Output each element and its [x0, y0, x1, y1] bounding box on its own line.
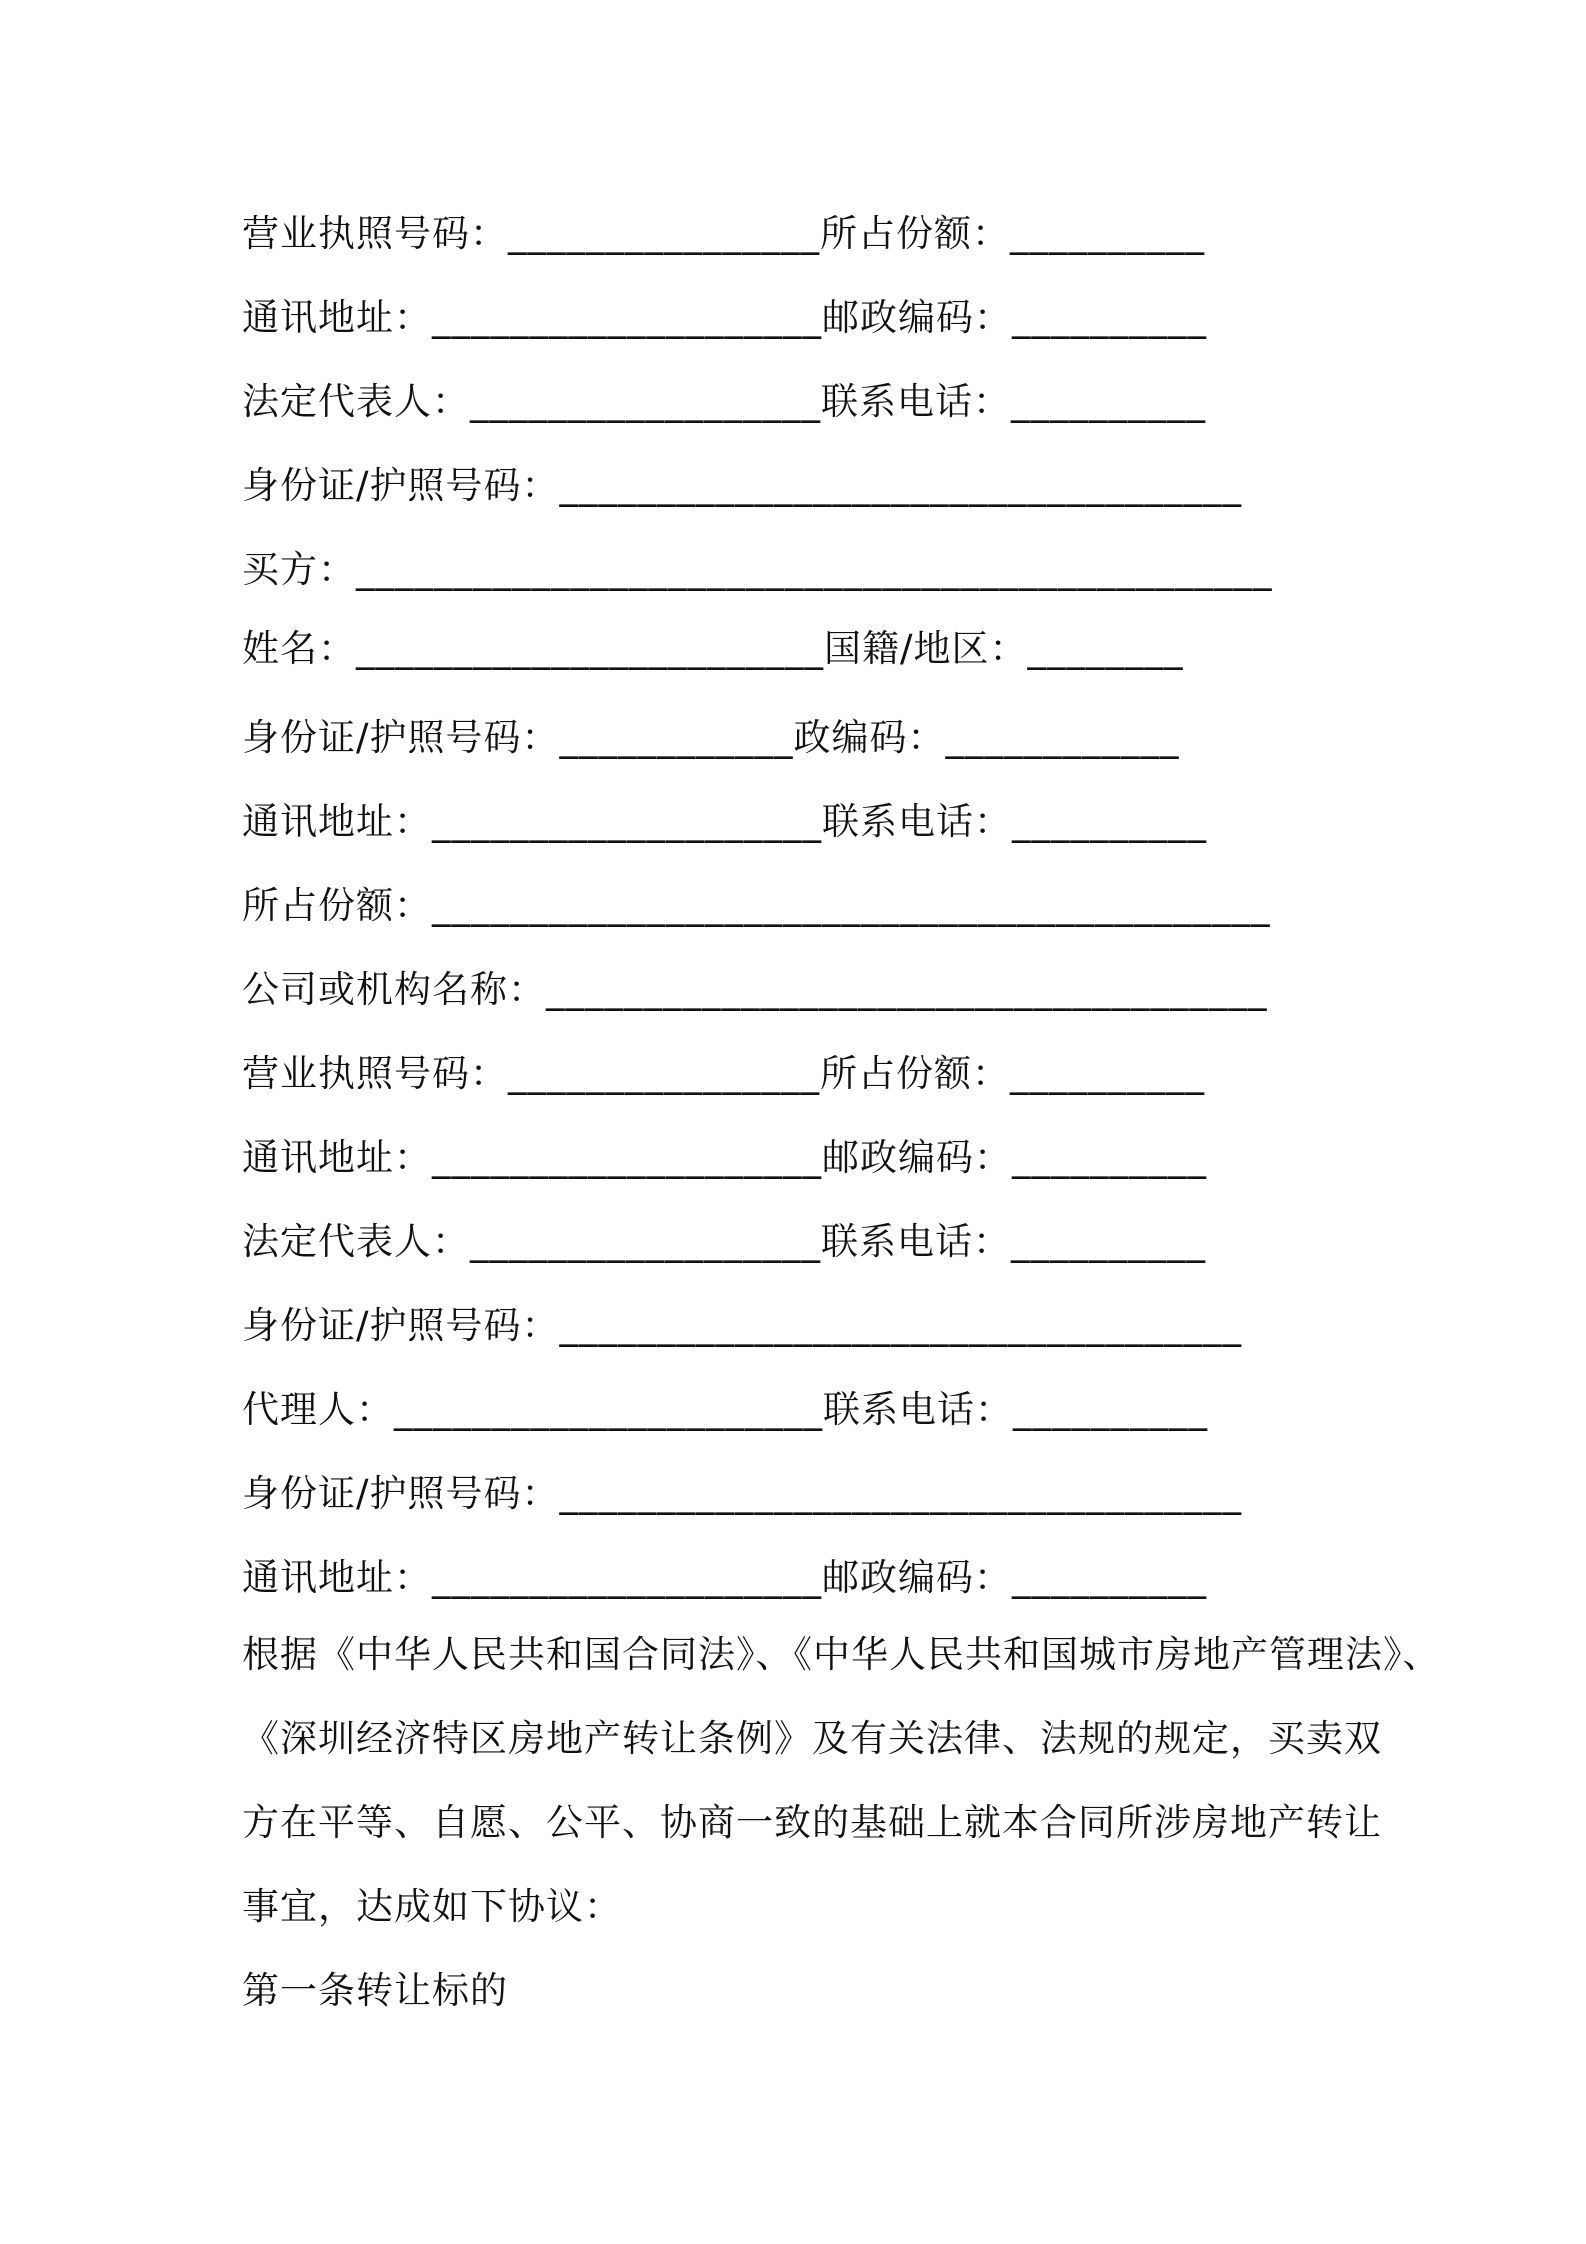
form-line-legal-representative-2: 法定代表人：__________________联系电话：__________: [242, 1220, 1206, 1263]
form-line-buyer: 买方：_______________________________________________: [242, 548, 1273, 591]
form-line-id-passport: 身份证/护照号码：___________________________________: [242, 464, 1242, 507]
form-line-address-2: 通讯地址：____________________邮政编码：__________: [242, 1136, 1207, 1179]
form-line-share: 所占份额：___________________________________________: [242, 884, 1271, 927]
paragraph-line-3: 方在平等、自愿、公平、协商一致的基础上就本合同所涉房地产转让: [242, 1801, 1382, 1844]
form-line-id-postcode: 身份证/护照号码：____________政编码：____________: [242, 716, 1180, 759]
paragraph-line-2: 《深圳经济特区房地产转让条例》及有关法律、法规的规定，买卖双: [242, 1717, 1382, 1760]
paragraph-line-1: 根据《中华人民共和国合同法》、《中华人民共和国城市房地产管理法》、: [242, 1633, 1441, 1676]
form-line-agent-id-passport: 身份证/护照号码：___________________________________: [242, 1472, 1242, 1515]
form-line-business-license-2: 营业执照号码：________________所占份额：__________: [242, 1052, 1205, 1095]
paragraph-line-4: 事宜，达成如下协议：: [242, 1885, 622, 1928]
form-line-agent: 代理人：______________________联系电话：__________: [242, 1388, 1208, 1431]
form-line-address: 通讯地址：____________________邮政编码：__________: [242, 296, 1207, 339]
form-line-legal-representative: 法定代表人：__________________联系电话：__________: [242, 380, 1206, 423]
form-line-id-passport-2: 身份证/护照号码：___________________________________: [242, 1304, 1242, 1347]
form-line-company-name: 公司或机构名称：_____________________________________: [242, 968, 1268, 1011]
form-line-business-license: 营业执照号码：________________所占份额：__________: [242, 212, 1205, 255]
form-line-name-nationality: 姓名：________________________国籍/地区：________: [242, 627, 1184, 670]
form-line-agent-address: 通讯地址：____________________邮政编码：__________: [242, 1556, 1207, 1599]
section-heading: 第一条转让标的: [242, 1969, 508, 2012]
form-line-address-phone: 通讯地址：____________________联系电话：__________: [242, 800, 1207, 843]
